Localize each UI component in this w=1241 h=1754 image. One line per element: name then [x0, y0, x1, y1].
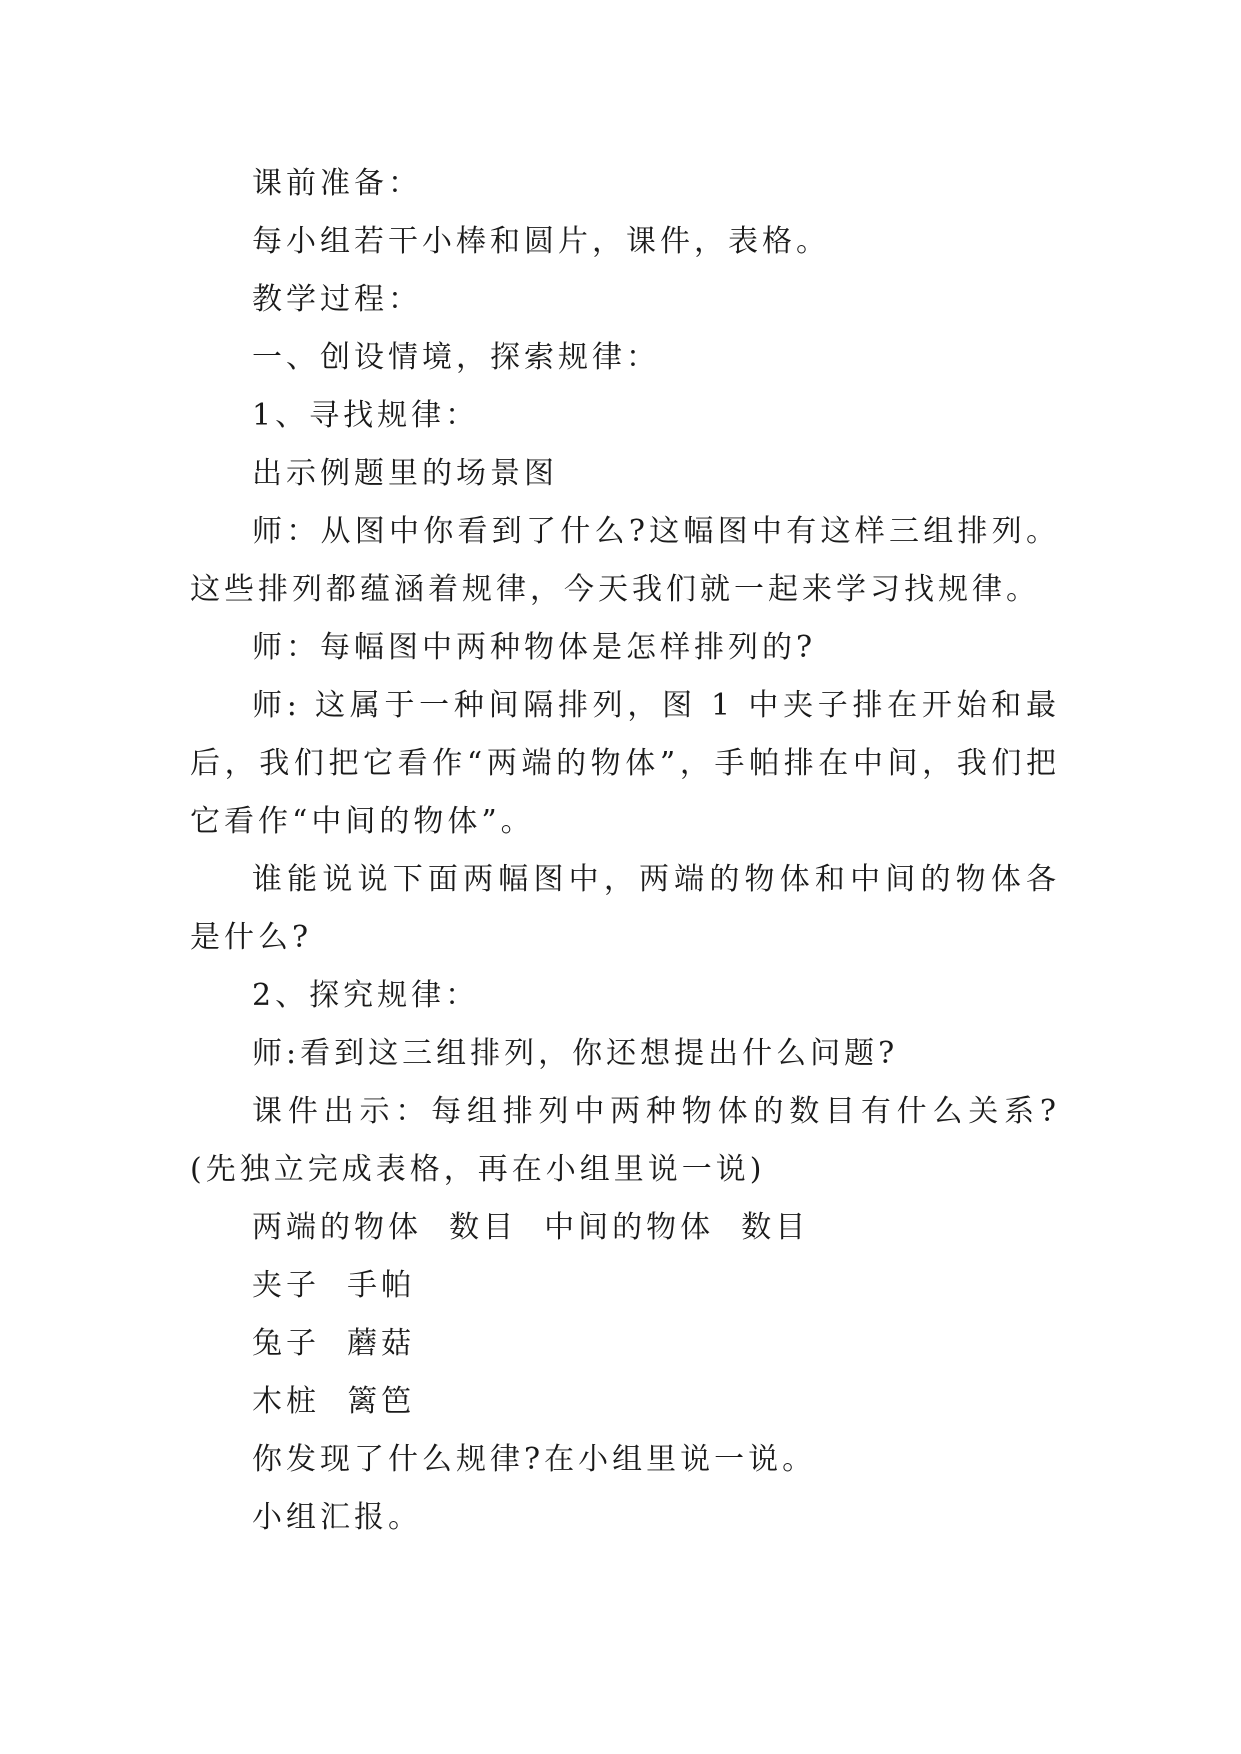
paragraph-step-one-heading: 1、寻找规律：	[252, 398, 480, 433]
paragraph-prep-materials: 每小组若干小棒和圆片，课件，表格。	[252, 224, 830, 259]
paragraph-table-row-clips: 夹子 手帕	[252, 1268, 416, 1303]
paragraph-table-header: 两端的物体 数目 中间的物体 数目	[252, 1210, 810, 1245]
paragraph-table-row-stakes: 木桩 篱笆	[252, 1384, 416, 1419]
paragraph-group-report: 小组汇报。	[252, 1500, 422, 1535]
paragraph-discover-rule: 你发现了什么规律?在小组里说一说。	[252, 1442, 817, 1477]
paragraph-table-row-rabbits: 兔子 蘑菇	[252, 1326, 416, 1361]
paragraph-who-can-say: 谁能说说下面两幅图中，两端的物体和中间的物体各是什么?	[190, 862, 1060, 955]
document-body	[190, 155, 1060, 1547]
paragraph-step-two-heading: 2、探究规律：	[252, 978, 480, 1013]
paragraph-courseware-prompt: 课件出示：每组排列中两种物体的数目有什么关系?(先独立完成表格，再在小组里说一说)	[190, 1094, 1060, 1187]
paragraph-teacher-question-1: 师：从图中你看到了什么?这幅图中有这样三组排列。这些排列都蕴涵着规律，今天我们就一起来学习找规律。	[190, 514, 1060, 607]
paragraph-teacher-explanation: 师: 这属于一种间隔排列，图 1 中夹子排在开始和最后，我们把它看作“两端的物体”，手帕排在中间，我们把它看作“中间的物体”。	[190, 688, 1060, 839]
paragraph-teacher-question-2: 师：每幅图中两种物体是怎样排列的?	[252, 630, 817, 665]
paragraph-section-one-heading: 一、创设情境，探索规律：	[252, 340, 660, 375]
paragraph-process-heading: 教学过程：	[252, 282, 422, 317]
paragraph-teacher-question-3: 师:看到这三组排列，你还想提出什么问题?	[252, 1036, 899, 1071]
paragraph-prep-heading: 课前准备：	[252, 166, 422, 201]
paragraph-show-scene: 出示例题里的场景图	[252, 456, 558, 491]
